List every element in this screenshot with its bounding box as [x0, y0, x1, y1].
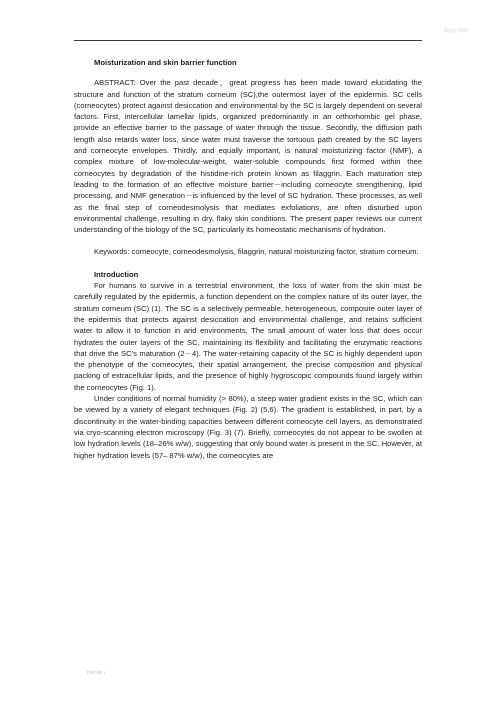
spacer [74, 258, 422, 269]
document-body [74, 57, 422, 461]
document-title: Moisturization and skin barrier function [94, 58, 237, 67]
intro-paragraph-1: For humans to survive in a terrestrial environment, the loss of water from the skin must be carefully regulated by the epidermis, a function dependent on the complex nature of its outer layer, the stratum corneum (SC) (1). The SC is a selectively permeable, heterogeneous, composite outer layer of the epidermis that protects against desiccation and environmental challenge, and retains sufficient water to allow it to function in arid environments. The small amount of water loss that does occur hydrates the outer layers of the SC, maintaining its flexibility and facilitating the enzymatic reactions that drive the SC’s maturation (2－4). The water-retaining capacity of the SC is highly dependent upon the phenotype of the corneocytes, their spatial arrangement, the precise composition and physical packing of extracellular lipids, and the presence of highly hygroscopic compounds found largely within the corneocytes (Fig. 1). [74, 281, 422, 392]
footer-page-label: 名师归纳 1 [86, 670, 106, 675]
header-rule [74, 40, 422, 41]
section-heading-introduction: Introduction [94, 269, 139, 279]
spacer [74, 235, 422, 246]
abstract-paragraph: ABSTRACT: Over the past decade，great progress has been made toward elucidating the structure and function of the stratum corneum (SC),the outermost layer of the epidermis. SC cells (corneocytes) protect against desiccation and environmental by the SC is largely dependent on several factors. First, intercellular lamellar lipids, organized predominantly in an orthorhombic gel phase, provide an effective barrier to the passage of water through the tissue. Secondly, the diffusion path length also retards water loss, since water must traverse the tortuous path created by the SC layers and corneocyte envelopes. Thirdly, and equally important, is natural moisturizing factor (NMF), a complex mixture of low-molecular-weight, water-soluble compounds first formed within thee corneocytes by degradation of the histidine-rich protein known as filaggrin. Each maturation step leading to the formation of an effective moisture barrier－including corneocyte strengthening, lipid processing, and NMF generation－is influenced by the level of SC hydration. These processes, as well as the final step of corneodesmolysis that mediates exfoliations, are often disturbed upon environmental challenge, resulting in dry, flaky skin conditions. The present paper reviews our current understanding of the biology of the SC, particularly its homeostatic mechanisms of hydration. [74, 78, 422, 235]
keywords-paragraph: Keywords: corneocyte, corneodesmolysis, filaggrin, natural moisturizing factor, stratum corneum. [94, 247, 419, 257]
header-watermark: 精品学习资料 [444, 28, 468, 33]
intro-paragraph-2: Under conditions of normal humidity (> 80%), a steep water gradient exists in the SC, which can be viewed by a variety of elegant techniques (Fig. 2) (5,6). The gradient is established, in part, by a discontinuity in the water-binding capacities between different corneocyte cell layers, as demonstrated via cryo-scanning electron microscopy (Fig. 3) (7). Briefly, corneocytes do not appear to be swollen at low hydration levels (18–26% w/w), suggesting that only bound water is present in the SC. However, at higher hydration levels (57– 87% w/w), the corneocytes are [74, 394, 422, 460]
